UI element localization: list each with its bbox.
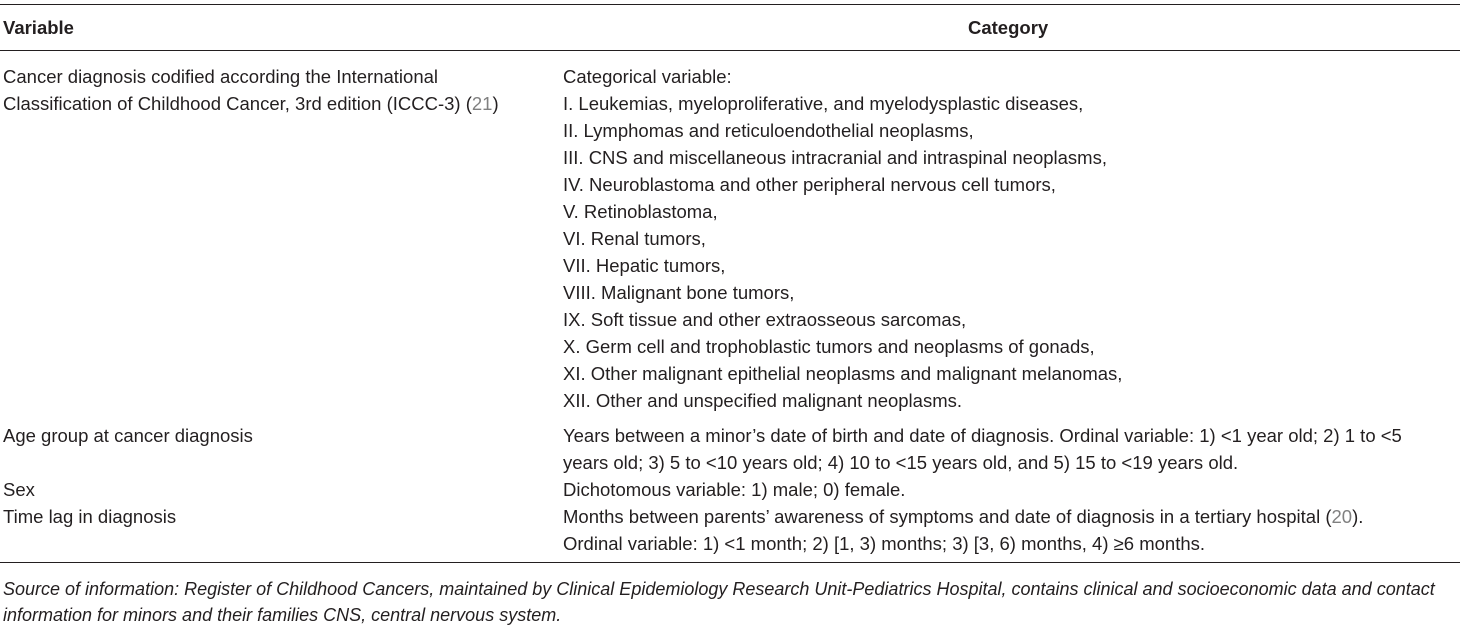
category-cell-line: X. Germ cell and trophoblastic tumors and neoplasms of gonads, [563,336,1095,357]
category-cell-line: V. Retinoblastoma, [563,201,718,222]
category-cell-line: Dichotomous variable: 1) male; 0) female. [563,479,906,500]
category-cell-line: III. CNS and miscellaneous intracranial and intraspinal neoplasms, [563,147,1107,168]
category-cell-line: IX. Soft tissue and other extraosseous sarcomas, [563,309,967,330]
header-bottom-rule [0,50,1460,51]
table-footnote [3,576,1435,628]
variable-text: Classification of Childhood Cancer, 3rd edition (ICCC-3) ( [3,93,472,114]
category-cell-line: XII. Other and unspecified malignant neoplasms. [563,390,963,411]
category-cell-line: Ordinal variable: 1) <1 month; 2) [1, 3) months; 3) [3, 6) months, 4) ≥6 months. [563,533,1206,554]
variable-cell-line: Age group at cancer diagnosis [3,425,253,446]
reference-link[interactable]: 21 [471,93,493,114]
category-text: Months between parents’ awareness of symptoms and date of diagnosis in a tertiary hospital ( [563,506,1332,527]
reference-link[interactable]: 20 [1331,506,1353,527]
category-cell-line: VII. Hepatic tumors, [563,255,726,276]
category-cell-line: II. Lymphomas and reticuloendothelial neoplasms, [563,120,974,141]
variable-text: ) [492,93,499,114]
variable-cell-line [3,90,499,117]
variable-cell-line: Time lag in diagnosis [3,506,177,527]
category-cell-line [563,503,1363,530]
footnote-line: information for minors and their families CNS, central nervous system. [3,605,562,625]
footnote-line: Source of information: Register of Childhood Cancers, maintained by Clinical Epidemiology Research Unit-Pediatrics Hospital, contains clinical and socioeconomic data and contact [3,579,1435,599]
category-cell-line: I. Leukemias, myeloproliferative, and myelodysplastic diseases, [563,93,1084,114]
category-text: ). [1352,506,1364,527]
category-cell-line: VIII. Malignant bone tumors, [563,282,795,303]
table-top-rule [0,4,1460,5]
column-header-category: Category [968,17,1049,38]
category-cell-line: IV. Neuroblastoma and other peripheral nervous cell tumors, [563,174,1056,195]
category-cell-line: VI. Renal tumors, [563,228,706,249]
column-header-variable: Variable [3,17,74,38]
table-bottom-rule [0,562,1460,563]
category-cell-line: years old; 3) 5 to <10 years old; 4) 10 to <15 years old, and 5) 15 to <19 years old. [563,452,1239,473]
variable-cell-line: Cancer diagnosis codified according the International [3,66,439,87]
category-cell-line: XI. Other malignant epithelial neoplasms and malignant melanomas, [563,363,1123,384]
variable-cell-line: Sex [3,479,35,500]
category-cell-line: Categorical variable: [563,66,732,87]
category-cell-line: Years between a minor’s date of birth and date of diagnosis. Ordinal variable: 1) <1 year old; 2) 1 to <5 [563,425,1402,446]
